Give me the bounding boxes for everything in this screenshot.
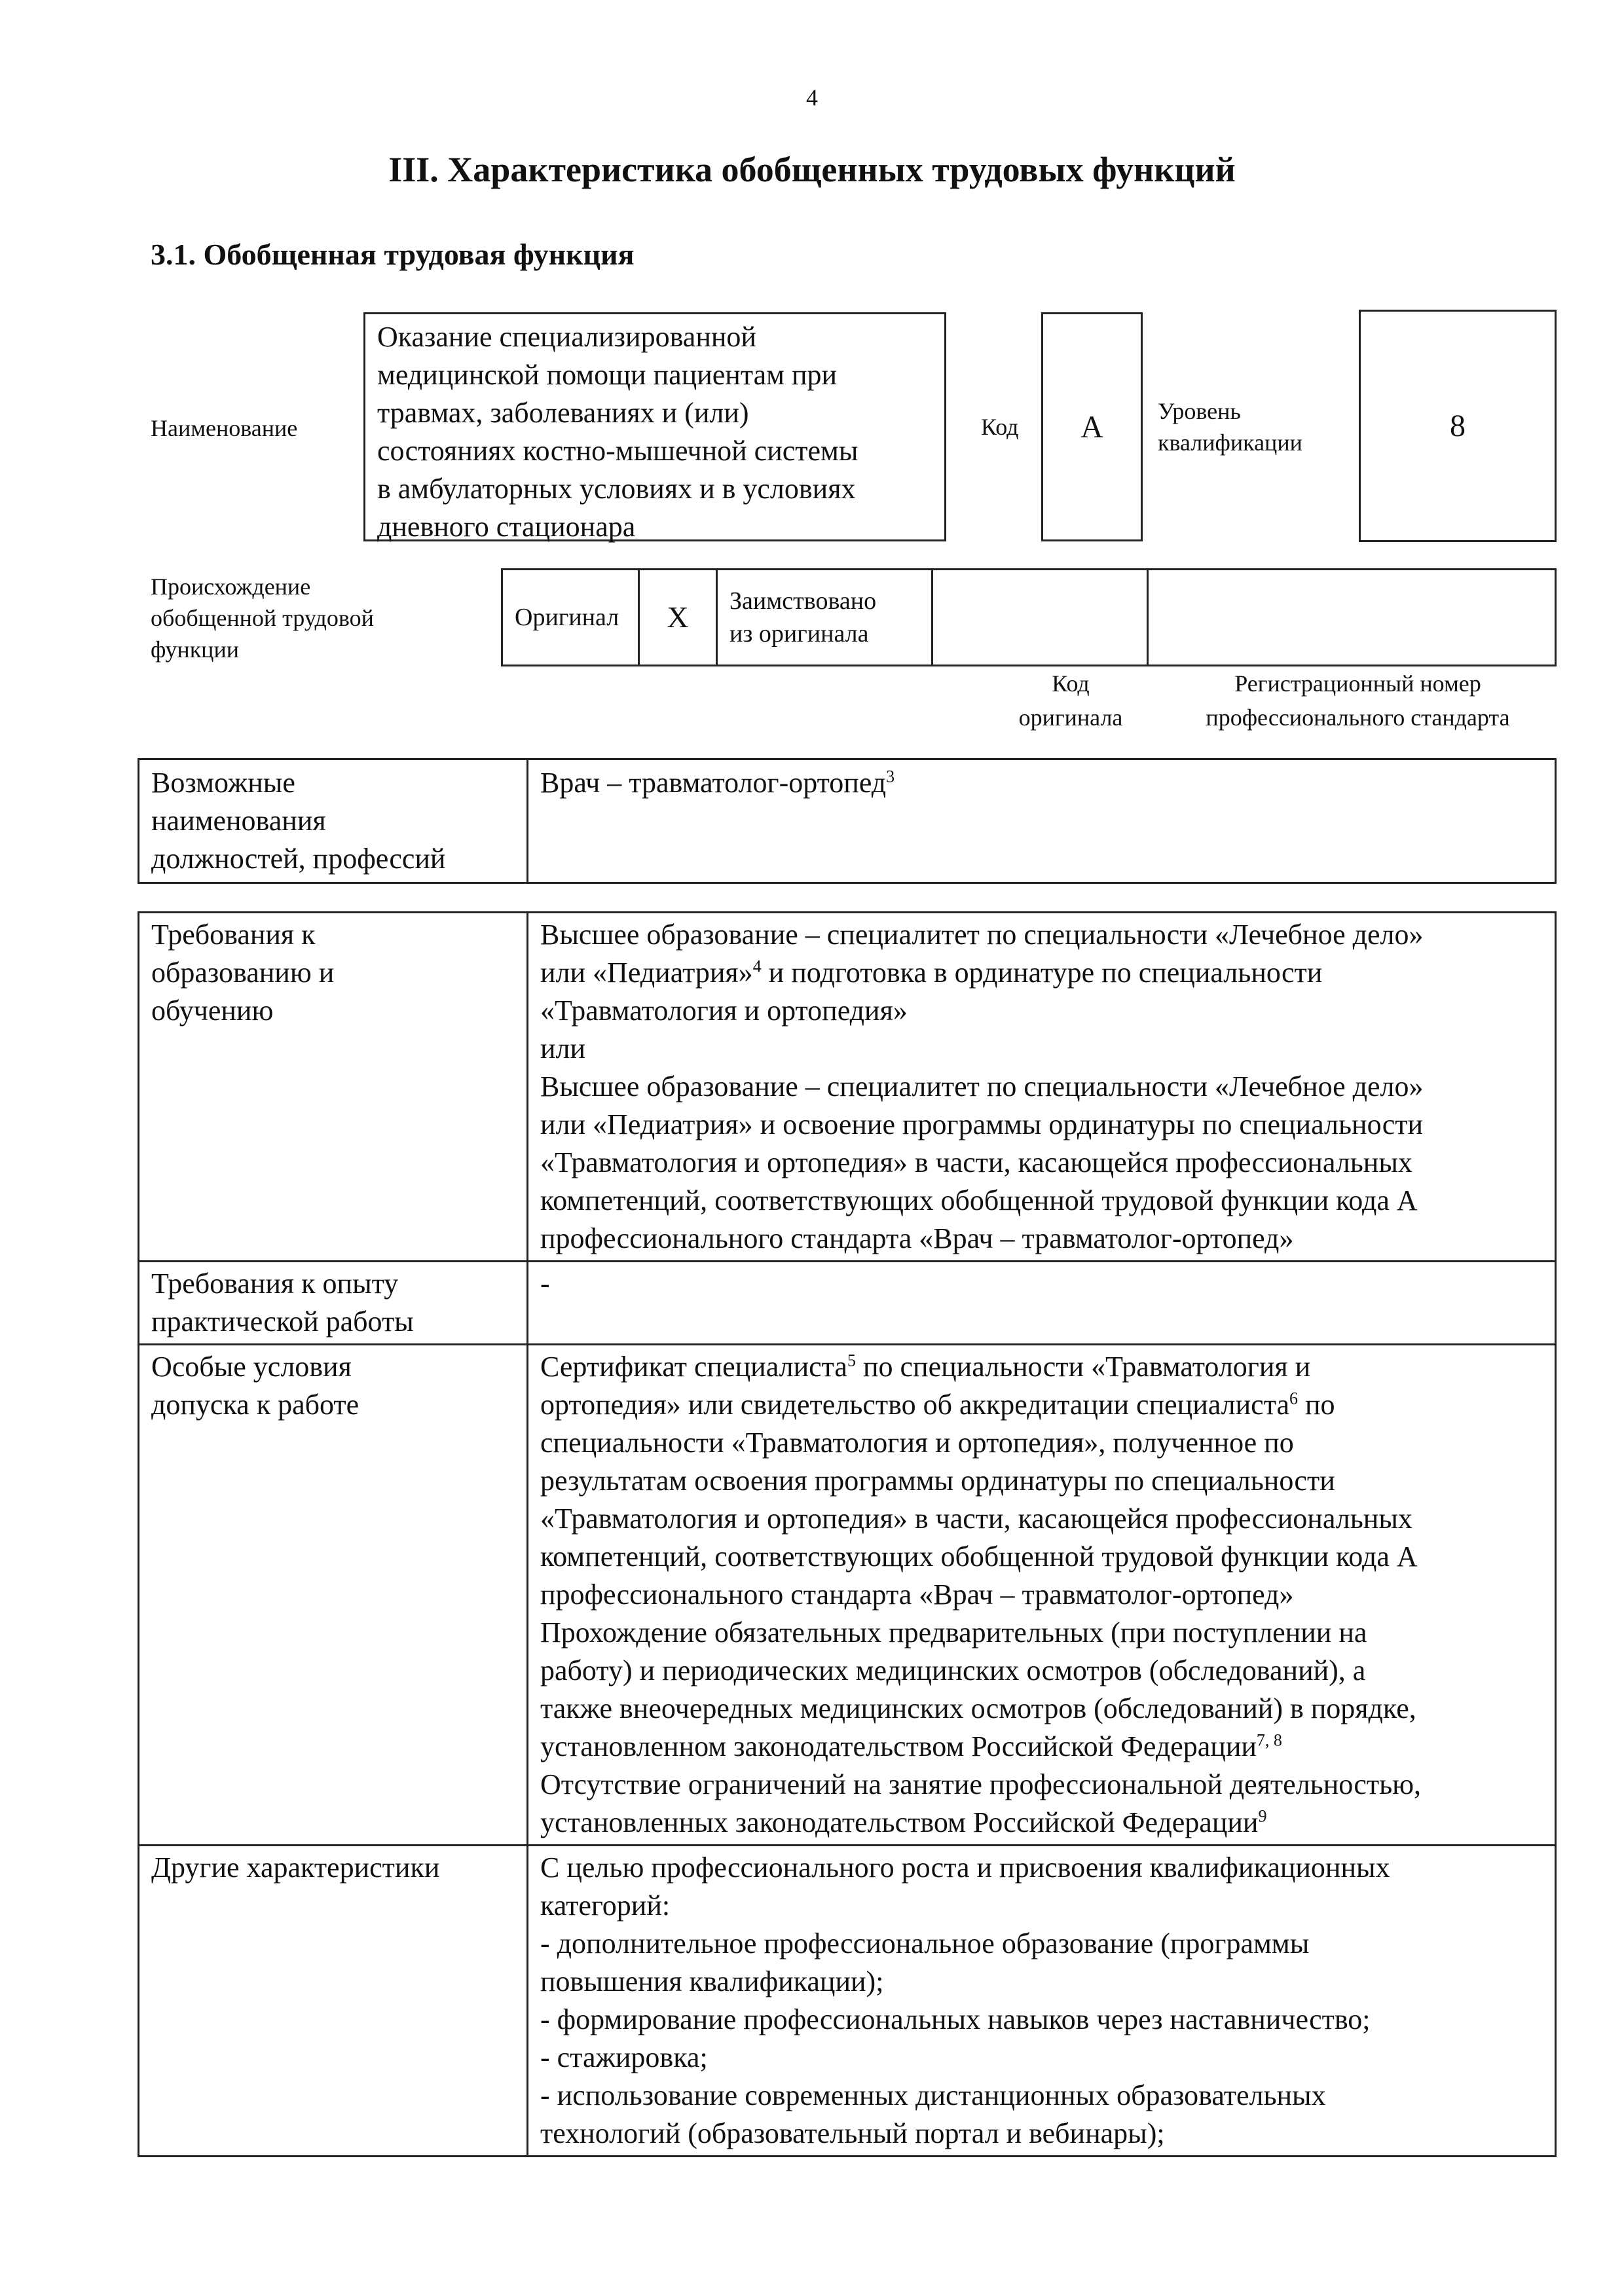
text-line bbox=[540, 1348, 1543, 1386]
row-label-line: допуска к работе bbox=[151, 1389, 360, 1421]
footnote-ref: 6 bbox=[1289, 1389, 1298, 1408]
footnote-ref: 9 bbox=[1258, 1806, 1267, 1826]
name-label: Наименование bbox=[151, 415, 298, 441]
text-fragment: установленном законодательством Российской Федерации bbox=[540, 1730, 1257, 1762]
footnote-ref: 4 bbox=[752, 957, 762, 976]
text-line: технологий (образовательный портал и вебинары); bbox=[540, 2117, 1165, 2149]
positions-label-line: Возможные bbox=[151, 767, 295, 799]
row-label-line: образованию и bbox=[151, 957, 335, 989]
caption-line: профессионального стандарта bbox=[1206, 704, 1510, 731]
text-line bbox=[540, 1386, 1543, 1424]
text-line bbox=[540, 1804, 1543, 1842]
level-label-line: квалификации bbox=[1158, 429, 1302, 456]
text-line: или bbox=[540, 1032, 586, 1065]
footnote-ref: 5 bbox=[847, 1351, 856, 1370]
function-name-line: травмах, заболеваниях и (или) bbox=[377, 397, 749, 429]
positions-label-line: должностей, профессий bbox=[151, 843, 446, 875]
level-label-line: Уровень bbox=[1158, 398, 1241, 424]
text-line: Высшее образование – специалитет по специальности «Лечебное дело» bbox=[540, 919, 1424, 951]
text-line: Отсутствие ограничений на занятие профессиональной деятельностью, bbox=[540, 1768, 1422, 1800]
text-fragment: или «Педиатрия» bbox=[540, 957, 753, 989]
text-line: специальности «Травматология и ортопедия», полученное по bbox=[540, 1427, 1294, 1459]
text-line: С целью профессионального роста и присвоения квалификационных bbox=[540, 1851, 1390, 1884]
page-number: 4 bbox=[806, 84, 818, 111]
text-line: компетенций, соответствующих обобщенной трудовой функции кода А bbox=[540, 1184, 1418, 1216]
registration-number-cell bbox=[1148, 570, 1556, 666]
function-name-line: Оказание специализированной bbox=[377, 321, 756, 353]
function-name-line: медицинской помощи пациентам при bbox=[377, 359, 838, 391]
text-line: также внеочередных медицинских осмотров (обследований) в порядке, bbox=[540, 1692, 1416, 1724]
text-line: компетенций, соответствующих обобщенной трудовой функции кода А bbox=[540, 1540, 1418, 1573]
origin-label bbox=[151, 571, 374, 665]
text-line: «Травматология и ортопедия» в части, касающейся профессиональных bbox=[540, 1503, 1412, 1535]
positions-label-line: наименования bbox=[151, 805, 326, 837]
positions-table bbox=[138, 758, 1557, 884]
original-cell bbox=[502, 570, 639, 666]
original-mark-cell bbox=[639, 570, 717, 666]
origin-label-line: Происхождение bbox=[151, 574, 311, 600]
education-value-cell bbox=[528, 913, 1556, 1262]
education-label-cell bbox=[139, 913, 528, 1262]
text-line: - дополнительное профессиональное образование (программы bbox=[540, 1927, 1310, 1959]
original-label: Оригинал bbox=[515, 604, 619, 631]
function-name-line: дневного стационара bbox=[377, 511, 636, 543]
code-value-box bbox=[1041, 312, 1143, 541]
special-conditions-value-cell bbox=[528, 1345, 1556, 1846]
text-line: Высшее образование – специалитет по специальности «Лечебное дело» bbox=[540, 1070, 1424, 1102]
footnote-ref: 3 bbox=[886, 767, 895, 786]
origin-label-line: обобщенной трудовой bbox=[151, 605, 374, 631]
function-name-line: в амбулаторных условиях и в условиях bbox=[377, 473, 856, 505]
requirements-table bbox=[138, 911, 1557, 2157]
table-row bbox=[139, 1846, 1556, 2157]
section-title: III. Характеристика обобщенных трудовых функций bbox=[388, 150, 1236, 189]
text-fragment: установленных законодательством Российской Федерации bbox=[540, 1806, 1259, 1838]
original-code-cell bbox=[932, 570, 1148, 666]
position-name: Врач – травматолог-ортопед bbox=[540, 767, 887, 799]
footnote-ref: 7, 8 bbox=[1256, 1730, 1282, 1750]
text-line: - использование современных дистанционных образовательных bbox=[540, 2079, 1326, 2111]
caption-line: оригинала bbox=[1018, 704, 1123, 731]
text-line: Прохождение обязательных предварительных (при поступлении на bbox=[540, 1616, 1367, 1649]
text-fragment: ортопедия» или свидетельство об аккредитации специалиста bbox=[540, 1389, 1289, 1421]
row-label-line: Требования к bbox=[151, 919, 316, 951]
experience-value: - bbox=[540, 1267, 550, 1300]
text-line: «Травматология и ортопедия» bbox=[540, 994, 908, 1027]
function-name-box bbox=[363, 312, 946, 541]
text-fragment: по специальности «Травматология и bbox=[855, 1351, 1311, 1383]
text-fragment: и подготовка в ординатуре по специальности bbox=[768, 957, 1323, 989]
table-row bbox=[139, 1345, 1556, 1846]
experience-label-cell bbox=[139, 1262, 528, 1345]
qualification-level-label bbox=[1158, 395, 1302, 458]
text-line: профессионального стандарта «Врач – травматолог-ортопед» bbox=[540, 1222, 1294, 1254]
positions-value-cell bbox=[528, 759, 1556, 883]
text-line: категорий: bbox=[540, 1889, 671, 1922]
row-label-line: практической работы bbox=[151, 1305, 414, 1338]
text-line: работу) и периодических медицинских осмотров (обследований), а bbox=[540, 1654, 1366, 1686]
qualification-level-value: 8 bbox=[1450, 409, 1466, 443]
text-line: повышения квалификации); bbox=[540, 1965, 884, 1997]
text-line: результатам освоения программы ординатуры по специальности bbox=[540, 1465, 1335, 1497]
subsection-title: 3.1. Обобщенная трудовая функция bbox=[151, 238, 635, 271]
original-mark: X bbox=[667, 600, 689, 634]
text-fragment: по bbox=[1298, 1389, 1335, 1421]
other-value-cell bbox=[528, 1846, 1556, 2157]
caption-line: Регистрационный номер bbox=[1234, 670, 1481, 697]
origin-label-line: функции bbox=[151, 636, 239, 663]
borrowed-label-line: из оригинала bbox=[729, 620, 869, 647]
other-label-cell bbox=[139, 1846, 528, 2157]
text-line: - формирование профессиональных навыков через наставничество; bbox=[540, 2003, 1371, 2035]
experience-value-cell bbox=[528, 1262, 1556, 1345]
text-fragment: Сертификат специалиста bbox=[540, 1351, 847, 1383]
registration-number-caption bbox=[1159, 666, 1557, 735]
origin-table bbox=[501, 568, 1557, 666]
text-line: - стажировка; bbox=[540, 2041, 708, 2073]
text-line bbox=[540, 1728, 1543, 1766]
text-line: профессионального стандарта «Врач – травматолог-ортопед» bbox=[540, 1578, 1294, 1611]
table-row bbox=[139, 913, 1556, 1262]
code-value: А bbox=[1080, 409, 1103, 445]
caption-line: Код bbox=[1052, 670, 1090, 697]
positions-label-cell bbox=[139, 759, 528, 883]
borrowed-cell bbox=[717, 570, 932, 666]
text-line: «Травматология и ортопедия» в части, касающейся профессиональных bbox=[540, 1146, 1412, 1178]
text-line bbox=[540, 954, 1543, 992]
code-label: Код bbox=[981, 414, 1019, 440]
table-row bbox=[139, 1262, 1556, 1345]
borrowed-label-line: Заимствовано bbox=[729, 587, 877, 615]
row-label-line: Другие характеристики bbox=[151, 1851, 440, 1884]
row-label-line: Требования к опыту bbox=[151, 1267, 399, 1300]
text-line: или «Педиатрия» и освоение программы ординатуры по специальности bbox=[540, 1108, 1423, 1140]
row-label-line: Особые условия bbox=[151, 1351, 352, 1383]
special-conditions-label-cell bbox=[139, 1345, 528, 1846]
original-code-caption bbox=[1005, 666, 1136, 735]
function-name-line: состояниях костно-мышечной системы bbox=[377, 435, 858, 467]
qualification-level-box bbox=[1359, 310, 1557, 542]
row-label-line: обучению bbox=[151, 994, 274, 1027]
